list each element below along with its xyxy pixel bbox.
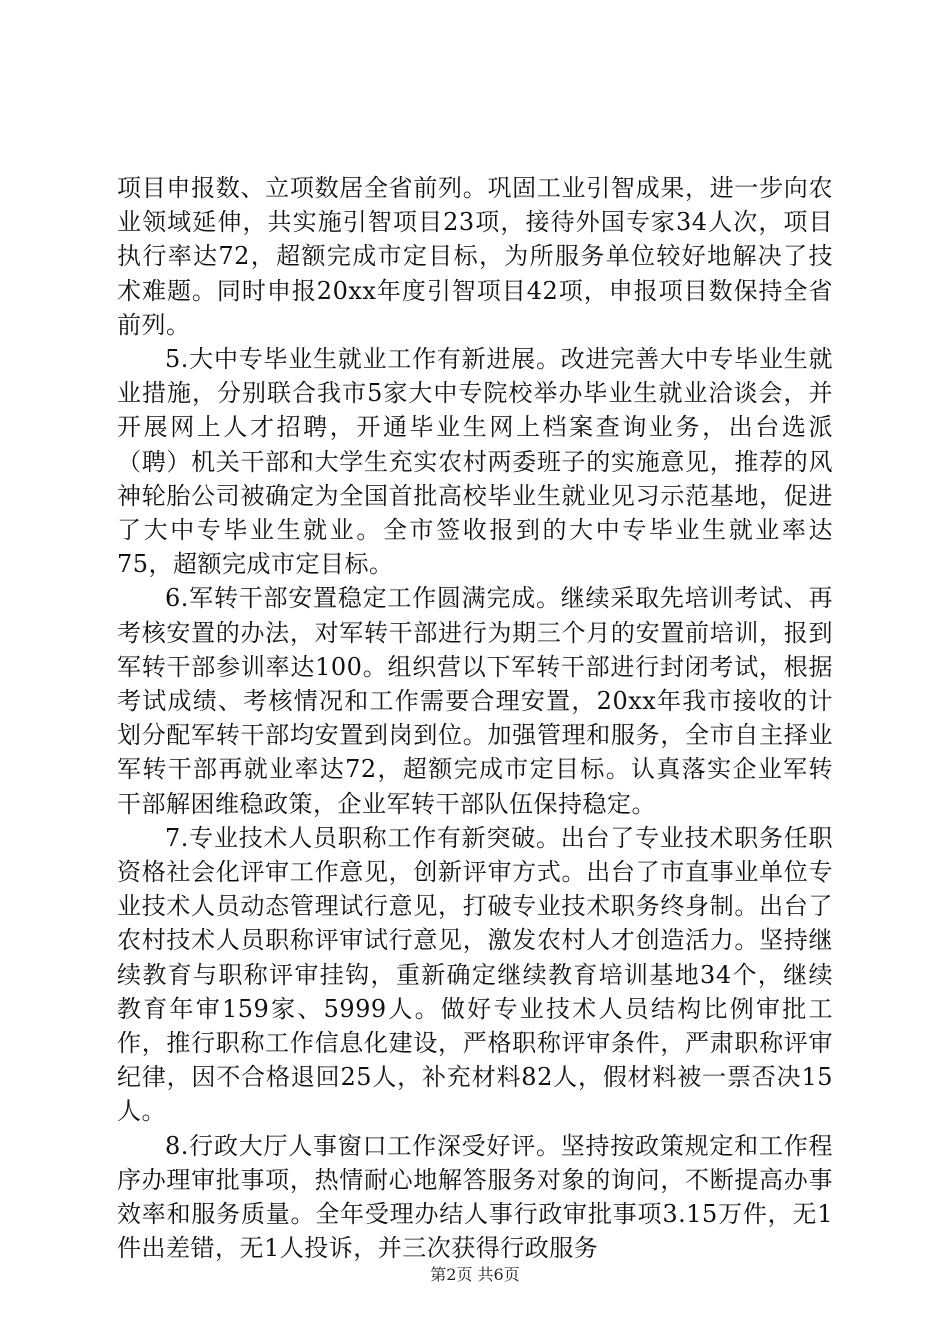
paragraph-5: 8.行政大厅人事窗口工作深受好评。坚持按政策规定和工作程序办理审批事项，热情耐心地解答服务对象的询问，不断提高办事效率和服务质量。全年受理办结人事行政审批事项3.15万件，无1件出差错，无1人投诉，并三次获得行政服务 (117, 1131, 833, 1263)
page-number-footer: 第2页 共6页 (430, 1265, 520, 1284)
paragraph-1: 项目申报数、立项数居全省前列。巩固工业引智成果，进一步向农业领域延伸，共实施引智项目23项，接待外国专家34人次，项目执行率达72，超额完成市定目标，为所服务单位较好地解决了技术难题。同时申报20xx年度引智项目42项，申报项目数保持全省前列。 (117, 174, 833, 339)
document-body (117, 171, 833, 1266)
paragraph-3: 6.军转干部安置稳定工作圆满完成。继续采取先培训考试、再考核安置的办法，对军转干部进行为期三个月的安置前培训，报到军转干部参训率达100。组织营以下军转干部进行封闭考试，根据考试成绩、考核情况和工作需要合理安置，20xx年我市接收的计划分配军转干部均安置到岗到位。加强管理和服务，全市自主择业军转干部再就业率达72，超额完成市定目标。认真落实企业军转干部解困维稳政策，企业军转干部队伍保持稳定。 (117, 584, 833, 818)
paragraph-4: 7.专业技术人员职称工作有新突破。出台了专业技术职务任职资格社会化评审工作意见，创新评审方式。出台了市直事业单位专业技术人员动态管理试行意见，打破专业技术职务终身制。出台了农村技术人员职称评审试行意见，激发农村人才创造活力。坚持继续教育与职称评审挂钩，重新确定继续教育培训基地34个，继续教育年审159家、5999人。做好专业技术人员结构比例审批工作，推行职称工作信息化建设，严格职称评审条件，严肃职称评审纪律，因不合格退回25人，补充材料82人，假材料被一票否决15人。 (117, 823, 833, 1126)
paragraph-2: 5.大中专毕业生就业工作有新进展。改进完善大中专毕业生就业措施，分别联合我市5家大中专院校举办毕业生就业洽谈会，并开展网上人才招聘，开通毕业生网上档案查询业务，出台选派（聘）机关干部和大学生充实农村两委班子的实施意见，推荐的风神轮胎公司被确定为全国首批高校毕业生就业见习示范基地，促进了大中专毕业生就业。全市签收报到的大中专毕业生就业率达75，超额完成市定目标。 (117, 345, 833, 579)
